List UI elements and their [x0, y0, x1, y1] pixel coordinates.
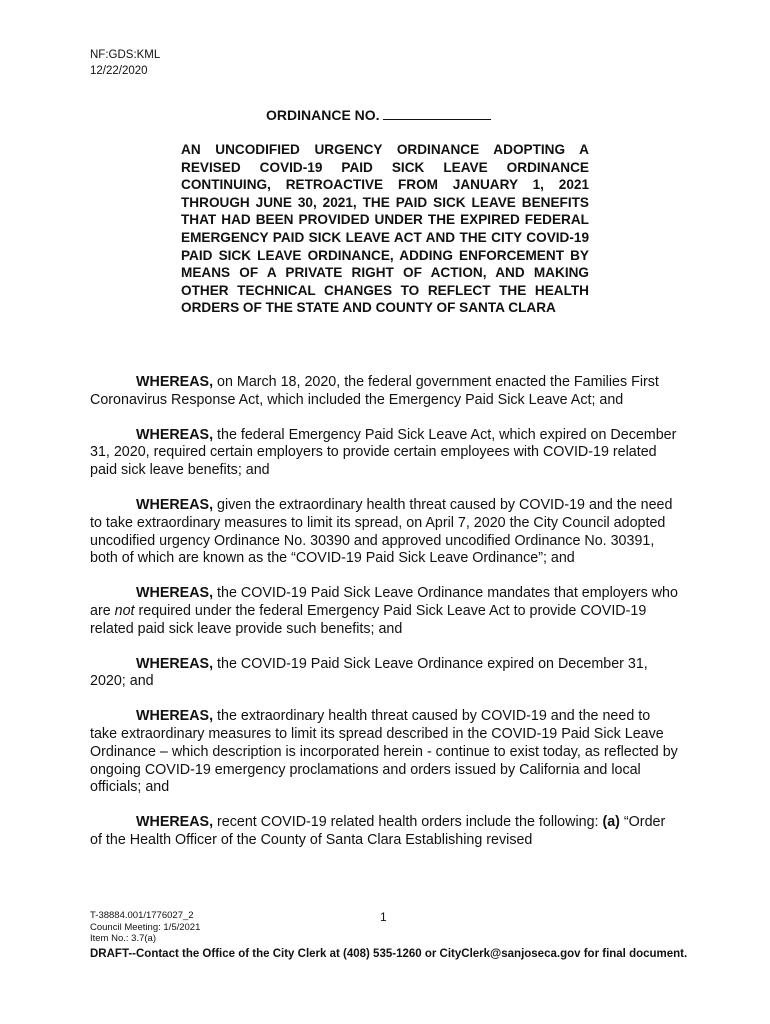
footer-meta	[90, 910, 690, 945]
whereas-label: WHEREAS,	[136, 496, 214, 513]
whereas-label: WHEREAS,	[136, 426, 214, 443]
whereas-label: WHEREAS,	[136, 814, 214, 831]
list-marker: (a)	[602, 814, 620, 831]
document-header	[90, 47, 160, 79]
recital-5	[90, 656, 681, 692]
recital-text: recent COVID-19 related health orders include the following:	[213, 814, 603, 831]
recital-4	[90, 585, 681, 638]
page-number: 1	[380, 910, 387, 924]
header-date: 12/22/2020	[90, 65, 148, 77]
footer-item-no: Item No.: 3.7(a)	[90, 933, 156, 944]
whereas-label: WHEREAS,	[136, 585, 214, 602]
recital-1	[90, 374, 681, 410]
ordinance-number-label: ORDINANCE NO.	[266, 107, 380, 123]
recital-3	[90, 497, 681, 568]
recital-text: the COVID-19 Paid Sick Leave Ordinance expired on December 31, 2020; and	[90, 655, 648, 690]
recital-text: the extraordinary health threat caused by COVID-19 and the need to take extraordinary measures to limit its spread described in the COVID-19 Paid Sick Leave Ordinance – which description is incorporated herein - continue to exist today, as reflected by ongoing COVID-19 emergency proclamations and orders issued by California and local officials; and	[90, 708, 678, 796]
ordinance-number	[266, 107, 491, 123]
footer-council-meeting: Council Meeting: 1/5/2021	[90, 921, 201, 933]
whereas-label: WHEREAS,	[136, 708, 214, 725]
recital-text: the COVID-19 Paid Sick Leave Ordinance mandates that employers who are	[90, 585, 678, 619]
author-initials: NF:GDS:KML	[90, 49, 161, 61]
draft-notice: DRAFT--Contact the Office of the City Clerk at (408) 535-1260 or CityClerk@sanjoseca.gov for final document.	[90, 947, 688, 960]
document-footer	[90, 910, 690, 962]
whereas-label: WHEREAS,	[136, 655, 214, 672]
recital-2	[90, 427, 681, 480]
footer-doc-id: T-38884.001/1776027_2	[90, 910, 194, 921]
ordinance-title: AN UNCODIFIED URGENCY ORDINANCE ADOPTING A REVISED COVID-19 PAID SICK LEAVE ORDINANCE CONTINUING, RETROACTIVE FROM JANUARY 1, 2021 THROUGH JUNE 30, 2021, THE PAID SICK LEAVE BENEFITS THAT HAD BEEN PROVIDED UNDER THE EXPIRED FEDERAL EMERGENCY PAID SICK LEAVE ACT AND THE CITY COVID-19 PAID SICK LEAVE ORDINANCE, ADDING ENFORCEMENT BY MEANS OF A PRIVATE RIGHT OF ACTION, AND MAKING OTHER TECHNICAL CHANGES TO REFLECT THE HEALTH ORDERS OF THE STATE AND COUNTY OF SANTA CLARA	[181, 142, 589, 316]
recital-emphasis: not	[114, 602, 135, 619]
whereas-label: WHEREAS,	[136, 374, 214, 390]
recitals-section	[90, 374, 681, 867]
recital-text: the federal Emergency Paid Sick Leave Act, which expired on December 31, 2020, required certain employers to provide certain employees with COVID-19 related paid sick leave benefits; and	[90, 426, 677, 479]
recital-text: given the extraordinary health threat caused by COVID-19 and the need to take extraordinary measures to limit its spread, on April 7, 2020 the City Council adopted uncodified urgency Ordinance No. 30390 and approved uncodified Ordinance No. 30391, both of which are known as the “COVID-19 Paid Sick Leave Ordinance”; and	[90, 496, 673, 567]
recital-7	[90, 814, 681, 850]
recital-text: on March 18, 2020, the federal government enacted the Families First Coronavirus Response Act, which included the Emergency Paid Sick Leave Act; and	[90, 374, 659, 408]
ordinance-number-blank	[383, 107, 491, 120]
recital-text: “Order of the Health Officer of the County of Santa Clara Establishing revised	[90, 814, 666, 848]
recital-text: required under the federal Emergency Paid Sick Leave Act to provide COVID-19 related paid sick leave provide such benefits; and	[90, 602, 647, 637]
recital-6	[90, 708, 681, 797]
